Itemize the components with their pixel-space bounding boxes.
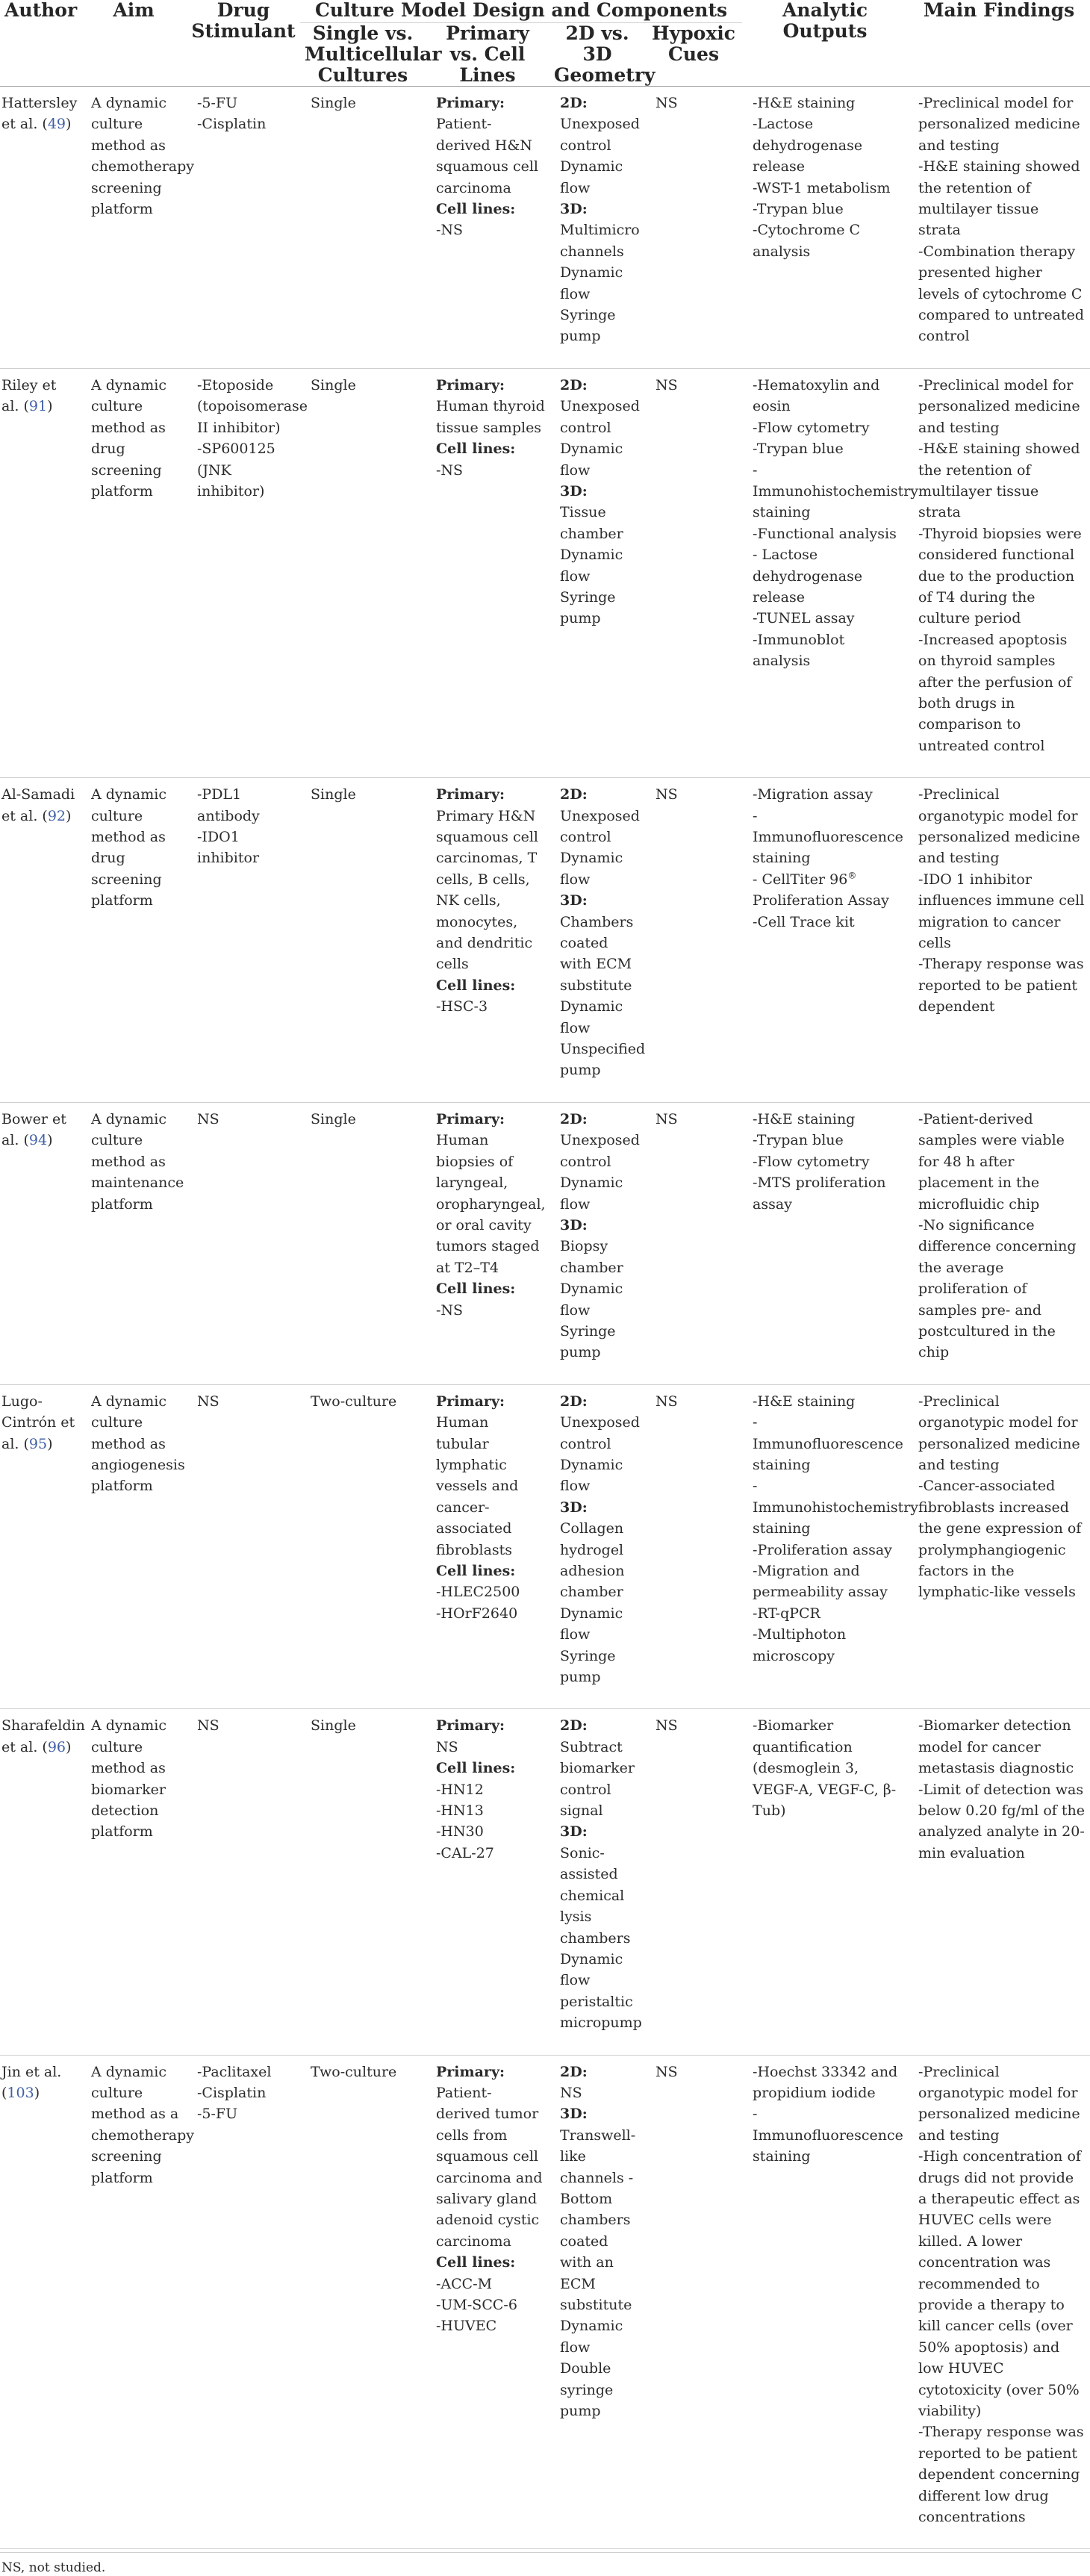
cell-line-item: -HSC-3 <box>436 998 488 1015</box>
cell-analytic-outputs <box>742 368 919 777</box>
geometry-2d-value: Unexposed control Dynamic flow <box>560 807 640 888</box>
cell-primary-vs-lines <box>426 87 549 369</box>
header-2d-vs-3d: 2D vs. 3D Geometry <box>554 22 655 86</box>
cell-line-item: -HOrF2640 <box>436 1605 518 1622</box>
drug-item: -SP600125 (JNK inhibitor) <box>197 441 275 500</box>
analytic-item: -Proliferation assay <box>753 1541 892 1558</box>
reference-link[interactable]: 49 <box>47 116 66 133</box>
cell-primary-vs-lines <box>426 2055 549 2549</box>
drug-item: -IDO1 inhibitor <box>197 829 260 867</box>
analytic-item: -Immunoblot analysis <box>753 631 845 670</box>
analytic-item: -Trypan blue <box>753 441 844 458</box>
cell-culture-type: Two-culture <box>311 2063 397 2080</box>
drug-item: -Cisplatin <box>197 2084 267 2101</box>
cell-geometry <box>549 1709 645 2055</box>
cell-analytic-outputs <box>742 2055 908 2549</box>
analytic-item: -Flow cytometry <box>753 419 870 436</box>
analytic-item: - Lactose dehydrogenase release <box>753 547 863 606</box>
analytic-item: -Immunohistochemistry staining <box>753 461 919 521</box>
cell-line-item: -HUVEC <box>436 2318 497 2335</box>
geometry-3d-value: Sonic-assisted chemical lysis chambers Dynamic flow peristaltic micropump <box>560 1844 642 2032</box>
author-name: Hattersley et al. ( <box>1 95 78 133</box>
cell-drug-stimulant <box>187 368 308 777</box>
cell-geometry <box>549 87 645 369</box>
finding-item: -Biomarker detection model for cancer metastasis diagnostic <box>918 1717 1074 1777</box>
analytic-item: -Immunofluorescence staining <box>753 1414 903 1473</box>
finding-item: -Cancer-associated fibroblasts increased the gene expression of prolymphangiogenic factors in the lymphatic-like vessels <box>918 1478 1082 1601</box>
geometry-3d-value: Tissue chamber Dynamic flow Syringe pump <box>560 504 623 627</box>
cell-hypoxic-cues: NS <box>655 1717 678 1735</box>
header-aim: Aim <box>113 0 155 21</box>
author-name: Riley et al. ( <box>1 376 57 415</box>
cell-author <box>0 1102 81 1384</box>
cell-culture-type: Single <box>311 1717 356 1735</box>
analytic-item: -Cytochrome C analysis <box>753 222 861 260</box>
finding-item: -Preclinical organotypic model for personalized medicine and testing <box>918 2063 1080 2144</box>
reference-link[interactable]: 92 <box>47 807 66 824</box>
author-name: Sharafeldin et al. ( <box>1 1717 85 1755</box>
table-body <box>0 87 1090 2549</box>
cell-main-findings <box>908 368 1090 777</box>
reference-close: ) <box>47 1435 53 1452</box>
analytic-item: -Migration and permeability assay <box>753 1563 888 1601</box>
analytic-item: -Immunofluorescence staining <box>753 807 903 867</box>
geometry-2d-value: Unexposed control Dynamic flow <box>560 1132 640 1213</box>
primary-value: Primary H&N squamous cell carcinomas, T cells, B cells, NK cells, monocytes, and dendritic cells <box>436 807 538 973</box>
reference-close: ) <box>47 398 53 415</box>
primary-value: NS <box>436 1738 458 1755</box>
cell-lines-label: Cell lines: <box>436 1760 516 1777</box>
analytic-item: -Immunohistochemistry staining <box>753 1478 919 1537</box>
cell-hypoxic-cues: NS <box>655 1110 678 1127</box>
finding-item: -Preclinical organotypic model for personalized medicine and testing <box>918 786 1080 867</box>
geometry-3d-value: Biopsy chamber Dynamic flow Syringe pump <box>560 1238 623 1361</box>
cell-main-findings <box>908 1384 1090 1709</box>
geometry-2d-label: 2D: <box>560 376 588 393</box>
primary-value: Patient-derived tumor cells from squamous cell carcinoma and salivary gland adenoid cystic carcinoma <box>436 2084 543 2250</box>
cell-drug-stimulant <box>187 1709 300 2055</box>
geometry-2d-value: Unexposed control Dynamic flow <box>560 398 640 479</box>
geometry-2d-label: 2D: <box>560 2063 588 2080</box>
cell-drug-stimulant <box>187 1384 300 1709</box>
cell-author <box>0 1384 81 1709</box>
primary-value: Human thyroid tissue samples <box>436 398 545 436</box>
geometry-3d-label: 3D: <box>560 1216 588 1233</box>
primary-label: Primary: <box>436 376 505 393</box>
cell-analytic-outputs <box>742 1709 908 2055</box>
geometry-2d-label: 2D: <box>560 1717 588 1735</box>
drug-item: -5-FU <box>197 2106 238 2123</box>
table-row <box>0 2055 1090 2549</box>
finding-item: -Limit of detection was below 0.20 fg/ml of the analyzed analyte in 20-min evaluation <box>918 1781 1085 1861</box>
reference-link[interactable]: 95 <box>28 1435 48 1452</box>
header-culture-model-group: Culture Model Design and Components <box>314 0 728 21</box>
cell-analytic-outputs <box>742 1102 908 1384</box>
table-row <box>0 368 1090 777</box>
reference-link[interactable]: 91 <box>28 398 48 415</box>
table-row <box>0 778 1090 1103</box>
cell-line-item: -CAL-27 <box>436 1844 494 1861</box>
geometry-3d-label: 3D: <box>560 1823 588 1841</box>
cell-lines-label: Cell lines: <box>436 201 516 218</box>
primary-label: Primary: <box>436 786 505 803</box>
header-primary-vs-cell-lines: Primary vs. Cell Lines <box>446 22 529 86</box>
cell-main-findings <box>908 1102 1090 1384</box>
finding-item: -Therapy response was reported to be patient dependent <box>918 956 1084 1015</box>
cell-line-item: -NS <box>436 222 464 239</box>
geometry-2d-label: 2D: <box>560 1110 588 1127</box>
cell-analytic-outputs <box>742 87 908 369</box>
finding-item: -Preclinical model for personalized medicine and testing <box>918 376 1080 436</box>
cell-primary-vs-lines <box>426 368 549 777</box>
cell-drug-stimulant <box>187 778 300 1103</box>
reference-link[interactable]: 94 <box>28 1132 48 1149</box>
geometry-3d-value: Collagen hydrogel adhesion chamber Dynamic flow Syringe pump <box>560 1520 625 1686</box>
analytic-item: -Immunofluorescence staining <box>753 2106 903 2165</box>
table-row <box>0 1709 1090 2055</box>
analytic-item: -MTS proliferation assay <box>753 1175 886 1213</box>
finding-item: -Preclinical model for personalized medicine and testing <box>918 95 1080 154</box>
geometry-2d-label: 2D: <box>560 786 588 803</box>
analytic-item: -H&E staining <box>753 1110 856 1127</box>
geometry-2d-label: 2D: <box>560 1393 588 1410</box>
table-row <box>0 87 1090 369</box>
analytic-item: -Trypan blue <box>753 1132 844 1149</box>
cell-primary-vs-lines <box>426 1384 549 1709</box>
geometry-3d-label: 3D: <box>560 201 588 218</box>
analytic-item: -Biomarker quantification (desmoglein 3, VEGF-A, VEGF-C, β-Tub) <box>753 1717 897 1820</box>
finding-item: -No significance difference concerning the average proliferation of samples pre- and postcultured in the chip <box>918 1216 1077 1361</box>
author-name: Al-Samadi et al. ( <box>1 786 75 824</box>
cell-main-findings <box>908 1709 1090 2055</box>
cell-line-item: -HN13 <box>436 1802 484 1820</box>
cell-analytic-outputs <box>742 778 908 1103</box>
cell-analytic-outputs <box>742 1384 919 1709</box>
analytic-item: -Flow cytometry <box>753 1153 870 1170</box>
cell-aim: A dynamic culture method as a chemotherapy screening platform <box>91 2063 195 2186</box>
geometry-3d-label: 3D: <box>560 1499 588 1516</box>
registered-mark: ® <box>847 870 857 881</box>
reference-close: ) <box>66 1738 72 1755</box>
table-row <box>0 1102 1090 1384</box>
primary-value: Human tubular lymphatic vessels and cancer-associated fibroblasts <box>436 1414 519 1558</box>
cell-drug-stimulant <box>187 2055 300 2549</box>
finding-item: -Thyroid biopsies were considered functional due to the production of T4 during the culture period <box>918 525 1082 627</box>
header-single-vs-multicellular: Single vs. Multicellular Cultures <box>305 22 442 86</box>
cell-drug-stimulant <box>187 1102 300 1384</box>
cell-line-item: -HN12 <box>436 1781 484 1798</box>
cell-author <box>0 368 81 777</box>
finding-item: -High concentration of drugs did not provide a therapeutic effect as HUVEC cells were killed. A lower concentration was recommended to provide a therapy to kill cancer cells (over 50% apoptosis) and low HUVEC cytotoxicity (over 50% viability) <box>918 2148 1081 2420</box>
finding-item: -Therapy response was reported to be patient dependent concerning different low drug concentrations <box>918 2424 1084 2526</box>
geometry-2d-value: Unexposed control Dynamic flow <box>560 116 640 196</box>
drug-item: -Etoposide (topoisomerase II inhibitor) <box>197 376 308 436</box>
table-row <box>0 1384 1090 1709</box>
analytic-item: -WST-1 metabolism <box>753 179 891 196</box>
footnote-divider <box>0 2552 1090 2553</box>
analytic-item: -Migration assay <box>753 786 873 803</box>
cell-main-findings <box>908 778 1090 1103</box>
geometry-3d-label: 3D: <box>560 2106 588 2123</box>
cell-hypoxic-cues: NS <box>655 376 678 393</box>
drug-item: NS <box>197 1717 219 1735</box>
analytic-item: -TUNEL assay <box>753 610 855 627</box>
cell-lines-label: Cell lines: <box>436 1281 516 1298</box>
drug-item: NS <box>197 1393 219 1410</box>
author-name: Jin et al. ( <box>1 2063 62 2101</box>
author-name: Lugo-Cintrón et al. ( <box>1 1393 75 1452</box>
analytic-item: -RT-qPCR <box>753 1605 820 1622</box>
cell-line-item: -HN30 <box>436 1823 484 1841</box>
drug-item: -Cisplatin <box>197 116 267 133</box>
cell-hypoxic-cues: NS <box>655 2063 678 2080</box>
cell-main-findings <box>908 87 1090 369</box>
finding-item: -H&E staining showed the retention of multilayer tissue strata <box>918 441 1080 521</box>
cell-lines-label: Cell lines: <box>436 441 516 458</box>
header-drug-stimulant: Drug Stimulant <box>191 0 296 42</box>
cell-aim: A dynamic culture method as maintenance platform <box>91 1110 184 1213</box>
cell-geometry <box>549 2055 645 2549</box>
reference-close: ) <box>66 807 72 824</box>
primary-label: Primary: <box>436 1717 505 1735</box>
cell-aim: A dynamic culture method as biomarker detection platform <box>91 1717 166 1841</box>
cell-line-item: -HLEC2500 <box>436 1584 520 1601</box>
cell-main-findings <box>908 2055 1090 2549</box>
cell-lines-label: Cell lines: <box>436 1563 516 1579</box>
finding-item: -Patient-derived samples were viable for 48 h after placement in the microfluidic chip <box>918 1110 1065 1213</box>
header-analytic-outputs: Analytic Outputs <box>782 0 868 42</box>
header-author: Author <box>4 0 78 21</box>
analytic-item: -H&E staining <box>753 1393 856 1410</box>
geometry-3d-label: 3D: <box>560 892 588 909</box>
analytic-item: - CellTiter 96® Proliferation Assay <box>753 870 889 909</box>
cell-aim: A dynamic culture method as drug screening platform <box>91 376 166 500</box>
reference-close: ) <box>47 1132 53 1149</box>
cell-geometry <box>549 1102 645 1384</box>
cell-culture-type: Two-culture <box>311 1393 397 1410</box>
cell-primary-vs-lines <box>426 1709 549 2055</box>
header-row <box>0 0 1090 23</box>
cell-primary-vs-lines <box>426 778 549 1103</box>
geometry-2d-label: 2D: <box>560 95 588 111</box>
cell-culture-type: Single <box>311 1110 356 1127</box>
primary-value: Human biopsies of laryngeal, oropharyngeal, or oral cavity tumors staged at T2–T4 <box>436 1132 546 1276</box>
analytic-item: -Hematoxylin and eosin <box>753 376 880 415</box>
cell-hypoxic-cues: NS <box>655 786 678 803</box>
analytic-item: -Multiphoton microscopy <box>753 1626 847 1664</box>
primary-label: Primary: <box>436 2063 505 2080</box>
analytic-item: -Trypan blue <box>753 201 844 218</box>
cell-author <box>0 2055 81 2549</box>
geometry-3d-label: 3D: <box>560 482 588 500</box>
geometry-2d-value: NS <box>560 2084 582 2101</box>
cell-author <box>0 778 81 1103</box>
cell-lines-label: Cell lines: <box>436 977 516 994</box>
cell-geometry <box>549 778 645 1103</box>
cell-line-item: -ACC-M <box>436 2275 493 2292</box>
cell-author <box>0 1709 85 2055</box>
primary-label: Primary: <box>436 95 505 111</box>
analytic-item: -Lactose dehydrogenase release <box>753 116 863 175</box>
cell-hypoxic-cues: NS <box>655 95 678 111</box>
analytic-item: -Cell Trace kit <box>753 913 855 930</box>
drug-item: -PDL1 antibody <box>197 786 260 824</box>
cell-aim: A dynamic culture method as angiogenesis platform <box>91 1393 185 1495</box>
drug-item: -5-FU <box>197 95 238 111</box>
analytic-item: -Functional analysis <box>753 525 897 542</box>
cell-lines-label: Cell lines: <box>436 2254 516 2271</box>
cell-geometry <box>549 1384 645 1709</box>
cell-geometry <box>549 368 645 777</box>
finding-item: -Combination therapy presented higher levels of cytochrome C compared to untreated control <box>918 243 1085 345</box>
primary-value: Patient-derived H&N squamous cell carcinoma <box>436 116 538 196</box>
cell-hypoxic-cues: NS <box>655 1393 678 1410</box>
geometry-3d-value: Transwell-like channels -Bottom chambers coated with an ECM substitute Dynamic flow Double syringe pump <box>560 2127 636 2420</box>
cell-author <box>0 87 81 369</box>
drug-item: -Paclitaxel <box>197 2063 272 2080</box>
geometry-2d-value: Unexposed control Dynamic flow <box>560 1414 640 1495</box>
finding-item: -Preclinical organotypic model for personalized medicine and testing <box>918 1393 1080 1473</box>
reference-link[interactable]: 103 <box>7 2084 34 2101</box>
primary-label: Primary: <box>436 1393 505 1410</box>
geometry-3d-value: Chambers coated with ECM substitute Dynamic flow Unspecified pump <box>560 913 646 1079</box>
cell-culture-type: Single <box>311 95 356 111</box>
primary-label: Primary: <box>436 1110 505 1127</box>
drug-item: NS <box>197 1110 219 1127</box>
reference-link[interactable]: 96 <box>47 1738 66 1755</box>
analytic-item: -H&E staining <box>753 95 856 111</box>
footnote: NS, not studied. <box>1 2560 106 2576</box>
header-main-findings: Main Findings <box>923 0 1075 21</box>
cell-culture-type: Single <box>311 786 356 803</box>
reference-close: ) <box>34 2084 40 2101</box>
finding-item: -Increased apoptosis on thyroid samples after the perfusion of both drugs in comparison to untreated control <box>918 631 1072 754</box>
cell-aim: A dynamic culture method as drug screening platform <box>91 786 166 909</box>
author-name: Bower et al. ( <box>1 1110 66 1149</box>
finding-item: -H&E staining showed the retention of multilayer tissue strata <box>918 158 1080 239</box>
cell-culture-type: Single <box>311 376 356 393</box>
finding-item: -IDO 1 inhibitor influences immune cell migration to cancer cells <box>918 871 1085 952</box>
geometry-3d-value: Multimicro channels Dynamic flow Syringe pump <box>560 222 640 345</box>
header-hypoxic-cues: Hypoxic Cues <box>652 22 735 65</box>
cell-primary-vs-lines <box>426 1102 549 1384</box>
cell-line-item: -NS <box>436 1301 464 1319</box>
analytic-item: -Hoechst 33342 and propidium iodide <box>753 2063 898 2101</box>
cell-line-item: -UM-SCC-6 <box>436 2297 517 2313</box>
geometry-2d-value: Subtract biomarker control signal <box>560 1738 635 1820</box>
cell-aim: A dynamic culture method as chemotherapy screening platform <box>91 95 195 218</box>
cell-drug-stimulant <box>187 87 300 369</box>
cell-line-item: -NS <box>436 461 464 479</box>
reference-close: ) <box>66 116 72 133</box>
